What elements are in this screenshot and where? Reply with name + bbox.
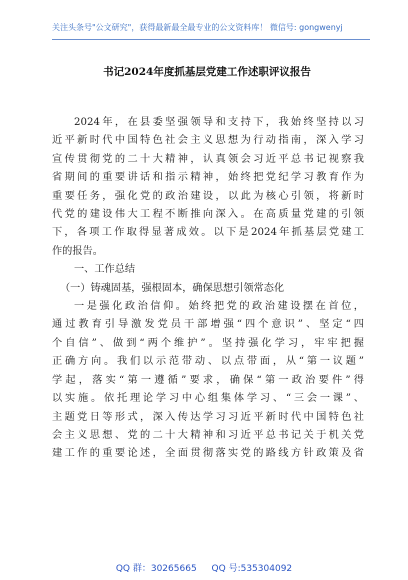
section-heading: 一、工作总结 <box>74 264 136 276</box>
body-line: 宣传贯彻党的二十大精神，认真领会习近平总书记视察我 <box>52 153 364 165</box>
body-line: 下，各项工作取得显著成效。以下是2024年抓基层党建工 <box>52 227 364 239</box>
footer-qq-group: QQ 群：30265665 <box>115 564 197 574</box>
body-line: 正确方向。我们以示范带动、以点带面，从“第一议题” <box>52 356 364 368</box>
body-line: 学起，落实“第一遵循”要求，确保“第一政治要件”得 <box>52 374 364 386</box>
body-line: 会主义思想、党的二十大精神和习近平总书记关于机关党 <box>52 429 364 441</box>
body-line: 以实施。依托理论学习中心组集体学习、“三会一课”、 <box>52 393 364 405</box>
body-line: 个自信”、做到“两个维护”。坚持强化学习，牢牢把握 <box>52 337 364 349</box>
body-line: 一是强化政治信仰。始终把党的政治建设摆在首位， <box>74 301 364 313</box>
body-line: 作的报告。 <box>52 245 103 257</box>
footer-qq-number: QQ 号:535304092 <box>211 564 293 574</box>
document-body <box>52 114 364 464</box>
body-line: 建工作的重要论述，全面贯彻落实党的路线方针政策及省 <box>52 448 364 460</box>
body-line: 近平新时代中国特色社会主义思想为行动指南，深入学习 <box>52 135 364 147</box>
subsection-heading: （一）铸魂固基，强根固本，确保思想引领常态化 <box>60 282 285 294</box>
footer-contact <box>0 561 408 574</box>
body-line: 主题党日等形式，深入传达学习习近平新时代中国特色社 <box>52 411 364 423</box>
body-line: 重要任务，强化党的政治建设，以此为核心引领，将新时 <box>52 190 364 202</box>
body-line: 2024年，在县委坚强领导和支持下，我始终坚持以习 <box>74 117 364 128</box>
body-line: 代党的建设伟大工程不断推向深入。在高质量党建的引领 <box>52 209 364 221</box>
body-line: 通过教育引导激发党员干部增强“四个意识”、坚定“四 <box>52 319 364 331</box>
document-title: 书记2024年度抓基层党建工作述职评议报告 <box>103 66 311 78</box>
body-line: 省期间的重要讲话和指示精神，始终把党纪学习教育作为 <box>52 172 364 184</box>
header-divider <box>52 39 370 40</box>
header-promo-text: 关注头条号"公文研究"，获得最新最全最专业的公文资料库！ 微信号: gongwenyj <box>52 23 343 32</box>
